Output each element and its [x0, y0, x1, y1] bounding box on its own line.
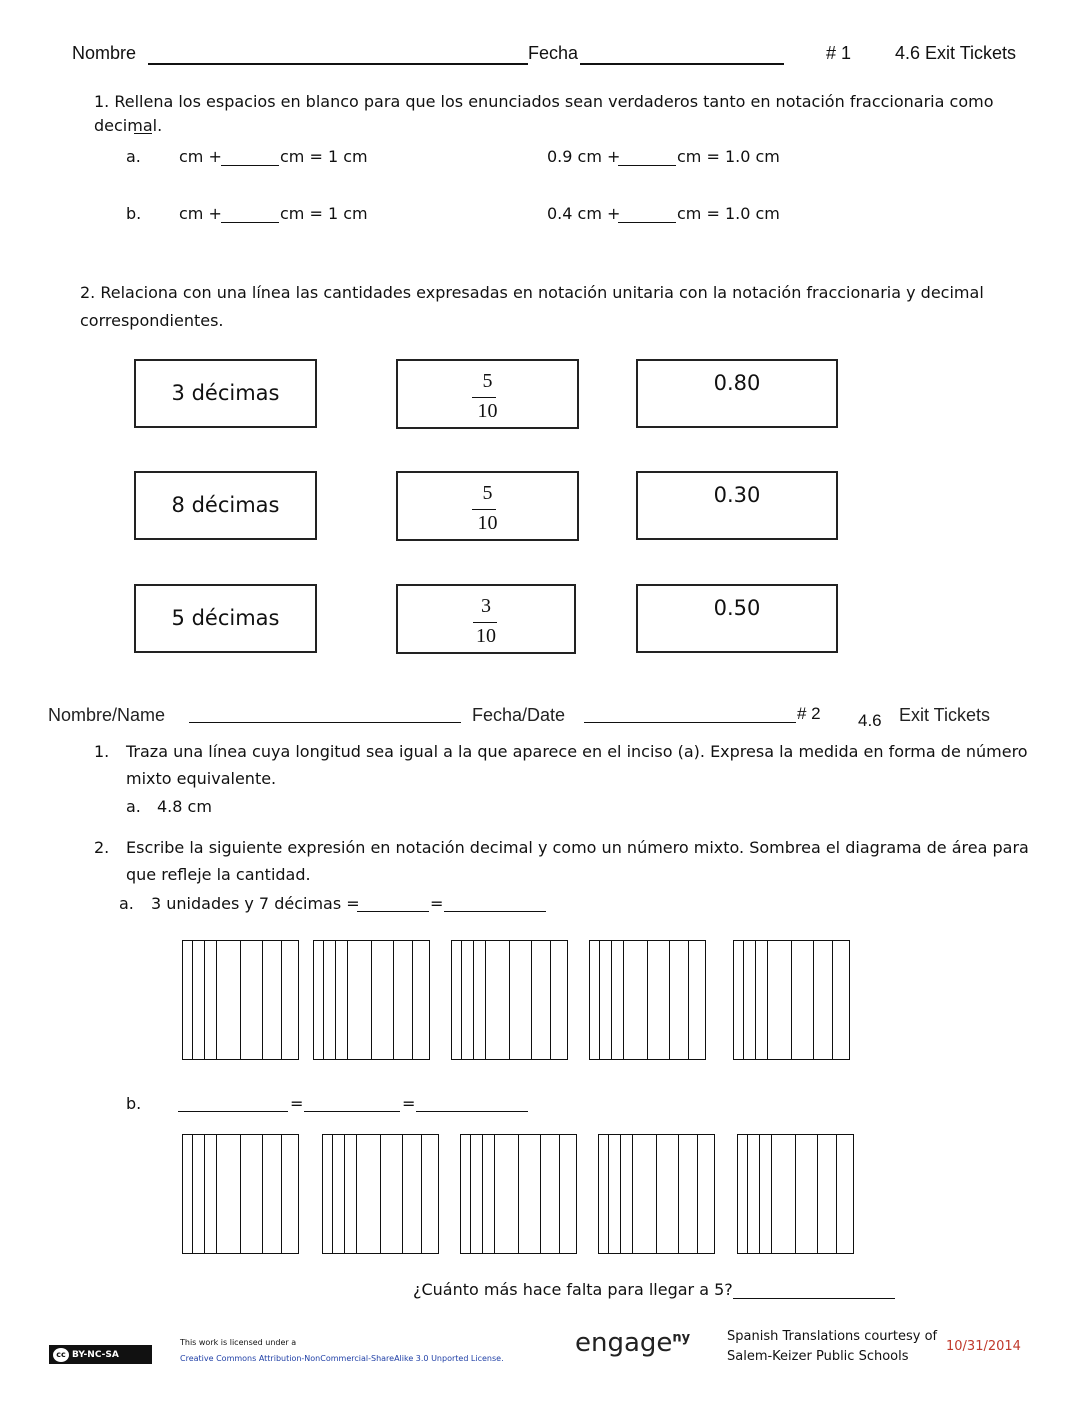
grid-column-line: [737, 1134, 738, 1254]
grid-column-line: [204, 940, 205, 1060]
area-model-grid[interactable]: [589, 940, 706, 1060]
q1b-label: b.: [126, 204, 142, 223]
grid-column-line: [451, 940, 452, 1060]
q1a-left-post: cm = 1 cm: [280, 147, 368, 166]
unit-box[interactable]: [134, 471, 317, 540]
area-model-grid[interactable]: [598, 1134, 715, 1254]
fraction-bar: [472, 509, 496, 510]
grid-column-line: [669, 940, 670, 1060]
grid-column-line: [240, 1134, 241, 1254]
grid-column-line: [485, 940, 486, 1060]
name-label: Nombre: [72, 43, 137, 63]
ticket-exit-title: Exit Tickets: [899, 705, 991, 725]
grid-column-line: [380, 1134, 381, 1254]
t2-q2a-label: a.: [119, 894, 134, 913]
grid-column-line: [791, 940, 792, 1060]
grid-column-line: [402, 1134, 403, 1254]
grid-column-line: [608, 1134, 609, 1254]
area-model-grid[interactable]: [182, 940, 299, 1060]
grid-column-line: [531, 940, 532, 1060]
fraction-bar: [473, 622, 497, 623]
area-model-grid[interactable]: [322, 1134, 439, 1254]
grid-column-line: [262, 1134, 263, 1254]
q1a-right-pre: 0.9 cm +: [547, 147, 621, 166]
grid-column-line: [216, 1134, 217, 1254]
q1b-left-post: cm = 1 cm: [280, 204, 368, 223]
grid-column-line: [473, 940, 474, 1060]
grid-column-line: [759, 1134, 760, 1254]
t2-q2b-label: b.: [126, 1094, 142, 1113]
grid-column-line: [313, 940, 314, 1060]
unit-box[interactable]: [134, 584, 317, 653]
q1-text-line2: decimal.: [94, 116, 163, 135]
engageny-logo-main: engage: [575, 1328, 673, 1358]
q1a-label: a.: [126, 147, 141, 166]
t2-q1a-text: 4.8 cm: [157, 797, 212, 816]
grid-column-line: [204, 1134, 205, 1254]
grid-column-line: [632, 1134, 633, 1254]
grid-column-line: [344, 1134, 345, 1254]
decimal-box[interactable]: [636, 471, 838, 540]
q1a-right-post: cm = 1.0 cm: [677, 147, 780, 166]
fraction-denominator: 10: [476, 625, 496, 647]
grid-column-line: [795, 1134, 796, 1254]
fraction-numerator: 5: [482, 370, 493, 392]
fraction-denominator: 10: [477, 400, 498, 422]
grid-column-line: [371, 940, 372, 1060]
t2-q2a-blank-mixed[interactable]: [444, 911, 546, 912]
decimal-box[interactable]: [636, 359, 838, 428]
grid-column-line: [240, 940, 241, 1060]
grid-column-line: [743, 940, 744, 1060]
fraction-numerator: 3: [481, 595, 491, 617]
grid-column-line: [332, 1134, 333, 1254]
t2-q2b-equals-1: =: [290, 1094, 304, 1113]
grid-column-line: [281, 1134, 282, 1254]
ticket-title: 4.6 Exit Tickets: [895, 43, 1017, 63]
grid-column-line: [836, 1134, 837, 1254]
q1b-right-pre: 0.4 cm +: [547, 204, 621, 223]
grid-column-line: [697, 1134, 698, 1254]
grid-column-line: [623, 940, 624, 1060]
grid-column-line: [714, 1134, 715, 1254]
q1-text-line1: 1. Rellena los espacios en blanco para que los enunciados sean verdaderos tanto en notación fraccionaria como: [94, 92, 994, 111]
t2-q2a-text: 3 unidades y 7 décimas =: [151, 894, 360, 913]
grid-column-line: [550, 940, 551, 1060]
t2-q2b-blank-2[interactable]: [304, 1111, 400, 1112]
grid-column-line: [322, 1134, 323, 1254]
remaining-question: ¿Cuánto más hace falta para llegar a 5?: [413, 1280, 733, 1299]
credit-line-1: Spanish Translations courtesy of: [727, 1329, 938, 1344]
fraction-box[interactable]: [396, 471, 579, 541]
t2-q2-line1: Escribe la siguiente expresión en notación decimal y como un número mixto. Sombrea el diagrama de área para: [126, 838, 1029, 857]
license-link[interactable]: Creative Commons Attribution-NonCommercial-ShareAlike 3.0 Unported License.: [180, 1354, 504, 1363]
engageny-logo: [575, 1328, 690, 1358]
grid-column-line: [421, 1134, 422, 1254]
t2-q1a-label: a.: [126, 797, 141, 816]
grid-column-line: [438, 1134, 439, 1254]
area-model-grid[interactable]: [451, 940, 568, 1060]
area-model-grid[interactable]: [737, 1134, 854, 1254]
t2-q1-number: 1.: [94, 742, 110, 761]
grid-column-line: [771, 1134, 772, 1254]
ticket-num-46: 4.6: [858, 711, 882, 730]
t2-q2a-blank-decimal[interactable]: [357, 911, 429, 912]
date-label: Fecha: [528, 43, 579, 63]
fraction-box[interactable]: [396, 359, 579, 429]
name-label-2: Nombre/Name: [48, 705, 166, 725]
area-model-grid[interactable]: [182, 1134, 299, 1254]
fraction-numerator: 5: [482, 482, 493, 504]
t2-q1-line2: mixto equivalente.: [126, 769, 277, 788]
grid-column-line: [298, 940, 299, 1060]
grid-column-line: [589, 940, 590, 1060]
grid-column-line: [849, 940, 850, 1060]
grid-column-line: [216, 940, 217, 1060]
grid-column-line: [298, 1134, 299, 1254]
ticket-number: # 1: [826, 43, 852, 63]
grid-column-line: [470, 1134, 471, 1254]
name-blank-2[interactable]: [189, 722, 461, 723]
grid-column-line: [182, 1134, 183, 1254]
decimal-box[interactable]: [636, 584, 838, 653]
grid-column-line: [620, 1134, 621, 1254]
decimal-box-label: 0.30: [713, 483, 761, 507]
grid-column-line: [323, 940, 324, 1060]
grid-column-line: [705, 940, 706, 1060]
cc-badge-text: BY-NC-SA: [72, 1349, 119, 1360]
grid-column-line: [262, 940, 263, 1060]
grid-column-line: [182, 940, 183, 1060]
grid-column-line: [755, 940, 756, 1060]
grid-column-line: [494, 1134, 495, 1254]
date-blank[interactable]: [580, 63, 784, 65]
grid-column-line: [576, 1134, 577, 1254]
grid-column-line: [393, 940, 394, 1060]
grid-column-line: [647, 940, 648, 1060]
grid-column-line: [461, 940, 462, 1060]
q1-small-underline: [134, 133, 152, 134]
grid-column-line: [429, 940, 430, 1060]
grid-column-line: [767, 940, 768, 1060]
doc-date: 10/31/2014: [946, 1339, 1021, 1354]
t2-q2-line2: que refleje la cantidad.: [126, 865, 311, 884]
q1a-right-blank[interactable]: [618, 165, 676, 166]
t2-q1-line1: Traza una línea cuya longitud sea igual a la que aparece en el inciso (a). Expresa la medida en forma de número: [126, 742, 1028, 761]
grid-column-line: [509, 940, 510, 1060]
t2-q2b-blank-1[interactable]: [178, 1111, 288, 1112]
area-model-grid[interactable]: [313, 940, 430, 1060]
grid-column-line: [335, 940, 336, 1060]
cc-icon: cc: [53, 1348, 69, 1362]
grid-column-line: [656, 1134, 657, 1254]
grid-column-line: [853, 1134, 854, 1254]
grid-column-line: [733, 940, 734, 1060]
grid-column-line: [678, 1134, 679, 1254]
cc-license-badge: [49, 1345, 152, 1364]
fraction-box[interactable]: [396, 584, 576, 654]
grid-column-line: [412, 940, 413, 1060]
name-blank[interactable]: [148, 63, 528, 65]
q1b-right-post: cm = 1.0 cm: [677, 204, 780, 223]
unit-box-label: 5 décimas: [171, 606, 280, 630]
grid-column-line: [460, 1134, 461, 1254]
q1b-left-pre: cm +: [179, 204, 222, 223]
unit-box-label: 8 décimas: [171, 493, 280, 517]
grid-column-line: [281, 940, 282, 1060]
grid-column-line: [356, 1134, 357, 1254]
grid-column-line: [559, 1134, 560, 1254]
fraction-denominator: 10: [477, 512, 498, 534]
t2-q2a-equals: =: [430, 894, 444, 913]
grid-column-line: [747, 1134, 748, 1254]
area-model-grid[interactable]: [460, 1134, 577, 1254]
grid-column-line: [611, 940, 612, 1060]
t2-q2b-equals-2: =: [402, 1094, 416, 1113]
grid-column-line: [688, 940, 689, 1060]
t2-q2b-blank-3[interactable]: [416, 1111, 528, 1112]
grid-column-line: [817, 1134, 818, 1254]
q2-text-line1: 2. Relaciona con una línea las cantidades expresadas en notación unitaria con la notación fraccionaria y decimal: [80, 283, 984, 302]
grid-column-line: [832, 940, 833, 1060]
grid-column-line: [518, 1134, 519, 1254]
q1a-left-pre: cm +: [179, 147, 222, 166]
engageny-logo-sup: ny: [672, 1330, 691, 1346]
q1b-right-blank[interactable]: [618, 222, 676, 223]
q1b-left-blank[interactable]: [221, 222, 279, 223]
date-blank-2[interactable]: [584, 722, 796, 723]
fraction-bar: [472, 397, 496, 398]
decimal-box-label: 0.80: [713, 371, 761, 395]
credit-line-2: Salem-Keizer Public Schools: [727, 1349, 909, 1364]
unit-box-label: 3 décimas: [171, 381, 280, 405]
ticket-number-2: # 2: [797, 704, 821, 723]
grid-column-line: [482, 1134, 483, 1254]
grid-column-line: [192, 940, 193, 1060]
grid-column-line: [540, 1134, 541, 1254]
grid-column-line: [599, 940, 600, 1060]
q2-text-line2: correspondientes.: [80, 311, 224, 330]
grid-column-line: [813, 940, 814, 1060]
license-text: This work is licensed under a: [180, 1338, 297, 1347]
decimal-box-label: 0.50: [713, 596, 761, 620]
date-label-2: Fecha/Date: [472, 705, 566, 725]
remaining-answer-blank[interactable]: [733, 1298, 895, 1299]
unit-box[interactable]: [134, 359, 317, 428]
area-model-grid[interactable]: [733, 940, 850, 1060]
grid-column-line: [192, 1134, 193, 1254]
t2-q2-number: 2.: [94, 838, 110, 857]
grid-column-line: [598, 1134, 599, 1254]
grid-column-line: [567, 940, 568, 1060]
grid-column-line: [347, 940, 348, 1060]
q1a-left-blank[interactable]: [221, 165, 279, 166]
